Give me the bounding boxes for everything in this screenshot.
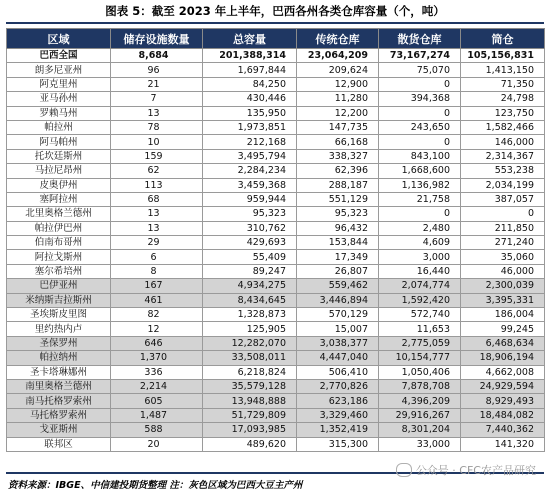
value-cell: 12,200 [297, 106, 379, 120]
value-cell: 29,916,267 [379, 408, 461, 422]
value-cell: 2,214 [111, 379, 203, 393]
value-cell: 11,653 [379, 322, 461, 336]
value-cell: 338,327 [297, 149, 379, 163]
value-cell: 29 [111, 236, 203, 250]
region-cell: 马托格罗索州 [7, 408, 111, 422]
region-cell: 米纳斯吉拉斯州 [7, 293, 111, 307]
region-cell: 亚马孙州 [7, 92, 111, 106]
value-cell: 429,693 [203, 236, 297, 250]
value-cell: 211,850 [461, 221, 545, 235]
value-cell: 24,929,594 [461, 379, 545, 393]
value-cell: 73,167,274 [379, 49, 461, 63]
value-cell: 96,432 [297, 221, 379, 235]
figure-title: 图表 5：截至 2023 年上半年，巴西各州各类仓库容量（个，吨） [105, 4, 445, 18]
total-row [7, 49, 545, 63]
value-cell: 843,100 [379, 149, 461, 163]
region-cell: 北里奥格兰德州 [7, 207, 111, 221]
table-row [7, 120, 545, 134]
value-cell: 95,323 [203, 207, 297, 221]
value-cell: 506,410 [297, 365, 379, 379]
region-cell: 帕拉州 [7, 120, 111, 134]
value-cell: 10 [111, 135, 203, 149]
value-cell: 24,798 [461, 92, 545, 106]
watermark [396, 462, 536, 478]
value-cell: 141,320 [461, 437, 545, 451]
table-row [7, 63, 545, 77]
warehouse-capacity-table [6, 28, 545, 452]
value-cell: 153,844 [297, 236, 379, 250]
table-row [7, 192, 545, 206]
value-cell: 201,388,314 [203, 49, 297, 63]
value-cell: 18,906,194 [461, 351, 545, 365]
value-cell: 0 [379, 77, 461, 91]
value-cell: 17,349 [297, 250, 379, 264]
table-row [7, 236, 545, 250]
region-cell: 联邦区 [7, 437, 111, 451]
value-cell: 387,057 [461, 192, 545, 206]
value-cell: 212,168 [203, 135, 297, 149]
value-cell: 288,187 [297, 178, 379, 192]
value-cell: 1,592,420 [379, 293, 461, 307]
value-cell: 159 [111, 149, 203, 163]
value-cell: 2,480 [379, 221, 461, 235]
value-cell: 1,413,150 [461, 63, 545, 77]
value-cell: 13 [111, 106, 203, 120]
source-note: 资料来源：IBGE、中信建投期货整理 注：灰色区域为巴西大豆主产州 [8, 480, 303, 491]
value-cell: 3,038,377 [297, 336, 379, 350]
table-body [7, 49, 545, 452]
table-row [7, 106, 545, 120]
value-cell: 8,301,204 [379, 423, 461, 437]
value-cell: 33,000 [379, 437, 461, 451]
value-cell: 66,168 [297, 135, 379, 149]
value-cell: 3,495,794 [203, 149, 297, 163]
value-cell: 623,186 [297, 394, 379, 408]
value-cell: 147,735 [297, 120, 379, 134]
region-cell: 塞阿拉州 [7, 192, 111, 206]
region-cell: 朗多尼亚州 [7, 63, 111, 77]
value-cell: 99,245 [461, 322, 545, 336]
region-cell: 帕拉伊巴州 [7, 221, 111, 235]
value-cell: 2,074,774 [379, 279, 461, 293]
value-cell: 3,329,460 [297, 408, 379, 422]
value-cell: 3,395,331 [461, 293, 545, 307]
table-row [7, 264, 545, 278]
region-cell: 南马托格罗索州 [7, 394, 111, 408]
value-cell: 8,684 [111, 49, 203, 63]
table-row [7, 394, 545, 408]
value-cell: 1,487 [111, 408, 203, 422]
column-header: 散货仓库 [379, 29, 461, 49]
value-cell: 1,050,406 [379, 365, 461, 379]
value-cell: 62,396 [297, 164, 379, 178]
value-cell: 89,247 [203, 264, 297, 278]
value-cell: 489,620 [203, 437, 297, 451]
value-cell: 135,950 [203, 106, 297, 120]
value-cell: 461 [111, 293, 203, 307]
value-cell: 1,697,844 [203, 63, 297, 77]
region-cell: 塞尔希培州 [7, 264, 111, 278]
region-cell: 里约热内卢 [7, 322, 111, 336]
value-cell: 1,352,419 [297, 423, 379, 437]
value-cell: 6,468,634 [461, 336, 545, 350]
value-cell: 167 [111, 279, 203, 293]
value-cell: 2,034,199 [461, 178, 545, 192]
value-cell: 62 [111, 164, 203, 178]
region-cell: 阿克里州 [7, 77, 111, 91]
table-row [7, 408, 545, 422]
value-cell: 646 [111, 336, 203, 350]
value-cell: 15,007 [297, 322, 379, 336]
value-cell: 13,948,888 [203, 394, 297, 408]
value-cell: 16,440 [379, 264, 461, 278]
table-row [7, 149, 545, 163]
table-header-row [7, 29, 545, 49]
table-row [7, 293, 545, 307]
value-cell: 13 [111, 207, 203, 221]
value-cell: 315,300 [297, 437, 379, 451]
value-cell: 10,154,777 [379, 351, 461, 365]
value-cell: 113 [111, 178, 203, 192]
value-cell: 551,129 [297, 192, 379, 206]
value-cell: 12,900 [297, 77, 379, 91]
value-cell: 310,762 [203, 221, 297, 235]
value-cell: 588 [111, 423, 203, 437]
value-cell: 559,462 [297, 279, 379, 293]
value-cell: 3,000 [379, 250, 461, 264]
value-cell: 4,662,008 [461, 365, 545, 379]
value-cell: 2,770,826 [297, 379, 379, 393]
region-cell: 托坎廷斯州 [7, 149, 111, 163]
value-cell: 8 [111, 264, 203, 278]
value-cell: 21 [111, 77, 203, 91]
value-cell: 959,944 [203, 192, 297, 206]
table-row [7, 279, 545, 293]
value-cell: 23,064,209 [297, 49, 379, 63]
value-cell: 7,878,708 [379, 379, 461, 393]
value-cell: 7,440,362 [461, 423, 545, 437]
value-cell: 35,060 [461, 250, 545, 264]
value-cell: 394,368 [379, 92, 461, 106]
value-cell: 82 [111, 308, 203, 322]
value-cell: 11,280 [297, 92, 379, 106]
value-cell: 21,758 [379, 192, 461, 206]
value-cell: 51,729,809 [203, 408, 297, 422]
value-cell: 12 [111, 322, 203, 336]
column-header: 区域 [7, 29, 111, 49]
region-cell: 圣埃斯皮里图 [7, 308, 111, 322]
region-cell: 皮奥伊州 [7, 178, 111, 192]
region-cell: 巴西全国 [7, 49, 111, 63]
table-row [7, 250, 545, 264]
table-row [7, 207, 545, 221]
value-cell: 0 [379, 135, 461, 149]
value-cell: 1,668,600 [379, 164, 461, 178]
value-cell: 2,300,039 [461, 279, 545, 293]
value-cell: 2,314,367 [461, 149, 545, 163]
value-cell: 6 [111, 250, 203, 264]
value-cell: 0 [461, 207, 545, 221]
value-cell: 186,004 [461, 308, 545, 322]
value-cell: 0 [379, 207, 461, 221]
value-cell: 553,238 [461, 164, 545, 178]
value-cell: 6,218,824 [203, 365, 297, 379]
value-cell: 4,396,209 [379, 394, 461, 408]
value-cell: 1,582,466 [461, 120, 545, 134]
value-cell: 430,446 [203, 92, 297, 106]
value-cell: 146,000 [461, 135, 545, 149]
value-cell: 243,650 [379, 120, 461, 134]
watermark-text: 公众号 · CFC农产品研究 [415, 464, 536, 477]
value-cell: 7 [111, 92, 203, 106]
table-row [7, 365, 545, 379]
table-row [7, 379, 545, 393]
value-cell: 2,775,059 [379, 336, 461, 350]
table-row [7, 221, 545, 235]
value-cell: 123,750 [461, 106, 545, 120]
value-cell: 4,609 [379, 236, 461, 250]
table-row [7, 77, 545, 91]
value-cell: 0 [379, 106, 461, 120]
value-cell: 95,323 [297, 207, 379, 221]
table-row [7, 178, 545, 192]
column-header: 总容量 [203, 29, 297, 49]
value-cell: 26,807 [297, 264, 379, 278]
value-cell: 75,070 [379, 63, 461, 77]
value-cell: 4,447,040 [297, 351, 379, 365]
value-cell: 13 [111, 221, 203, 235]
value-cell: 78 [111, 120, 203, 134]
value-cell: 96 [111, 63, 203, 77]
region-cell: 帕拉纳州 [7, 351, 111, 365]
value-cell: 71,350 [461, 77, 545, 91]
value-cell: 570,129 [297, 308, 379, 322]
table-row [7, 336, 545, 350]
table-row [7, 164, 545, 178]
value-cell: 35,579,128 [203, 379, 297, 393]
table-row [7, 423, 545, 437]
value-cell: 84,250 [203, 77, 297, 91]
region-cell: 戈亚斯州 [7, 423, 111, 437]
value-cell: 1,370 [111, 351, 203, 365]
column-header: 储存设施数量 [111, 29, 203, 49]
table-row [7, 351, 545, 365]
region-cell: 圣保罗州 [7, 336, 111, 350]
value-cell: 20 [111, 437, 203, 451]
region-cell: 罗赖马州 [7, 106, 111, 120]
column-header: 筒仓 [461, 29, 545, 49]
value-cell: 17,093,985 [203, 423, 297, 437]
value-cell: 33,508,011 [203, 351, 297, 365]
region-cell: 马拉尼昂州 [7, 164, 111, 178]
value-cell: 3,459,368 [203, 178, 297, 192]
value-cell: 4,934,275 [203, 279, 297, 293]
value-cell: 55,409 [203, 250, 297, 264]
value-cell: 8,434,645 [203, 293, 297, 307]
value-cell: 125,905 [203, 322, 297, 336]
value-cell: 336 [111, 365, 203, 379]
value-cell: 605 [111, 394, 203, 408]
region-cell: 圣卡塔琳娜州 [7, 365, 111, 379]
value-cell: 12,282,070 [203, 336, 297, 350]
wechat-icon [396, 463, 412, 477]
value-cell: 209,624 [297, 63, 379, 77]
value-cell: 1,973,851 [203, 120, 297, 134]
value-cell: 18,484,082 [461, 408, 545, 422]
region-cell: 伯南布哥州 [7, 236, 111, 250]
region-cell: 巴伊亚州 [7, 279, 111, 293]
value-cell: 2,284,234 [203, 164, 297, 178]
table-row [7, 308, 545, 322]
table-row [7, 437, 545, 451]
value-cell: 68 [111, 192, 203, 206]
region-cell: 南里奥格兰德州 [7, 379, 111, 393]
region-cell: 阿马帕州 [7, 135, 111, 149]
value-cell: 572,740 [379, 308, 461, 322]
table-row [7, 135, 545, 149]
value-cell: 105,156,831 [461, 49, 545, 63]
column-header: 传统仓库 [297, 29, 379, 49]
table-row [7, 322, 545, 336]
table-row [7, 92, 545, 106]
value-cell: 8,929,493 [461, 394, 545, 408]
value-cell: 3,446,894 [297, 293, 379, 307]
value-cell: 46,000 [461, 264, 545, 278]
value-cell: 271,240 [461, 236, 545, 250]
value-cell: 1,328,873 [203, 308, 297, 322]
value-cell: 1,136,982 [379, 178, 461, 192]
region-cell: 阿拉戈斯州 [7, 250, 111, 264]
top-rule [6, 22, 544, 24]
